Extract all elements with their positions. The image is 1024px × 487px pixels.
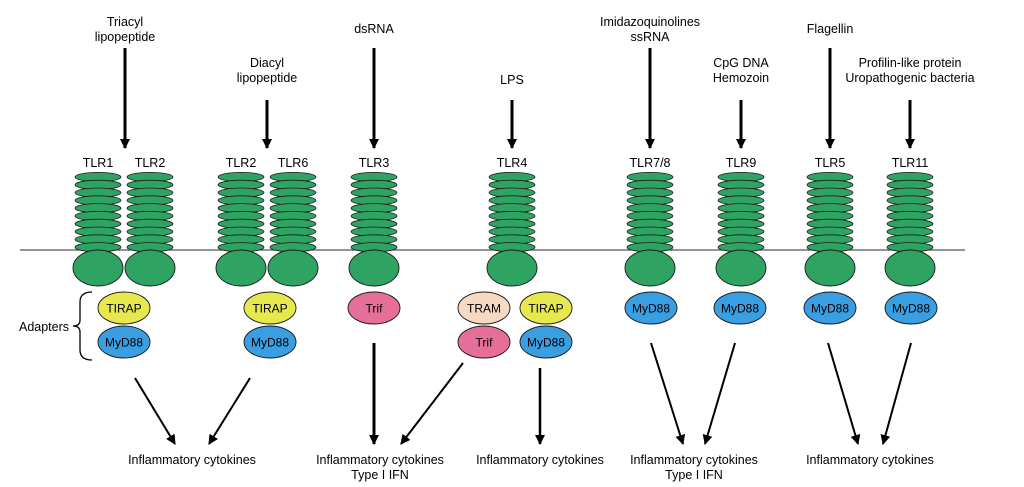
adapter-myd88-label: MyD88 <box>810 301 850 316</box>
adapter-trif-label: Trif <box>475 335 493 350</box>
adapters-bracket <box>73 292 92 360</box>
arrow-out-tlr26 <box>209 378 250 444</box>
receptor-tlr5 <box>805 172 855 286</box>
arrow-out-tlr78 <box>651 343 683 444</box>
adapter-myd88-label: MyD88 <box>104 335 144 350</box>
receptor-tir-domain <box>125 250 175 286</box>
adapter-myd88-label: MyD88 <box>250 335 290 350</box>
adapter-myd88 <box>714 292 766 324</box>
receptor-tlr2 <box>125 172 175 286</box>
ligand-dsrna: dsRNA <box>354 22 394 36</box>
ligand-profilin-line1: Profilin-like protein <box>858 56 962 70</box>
adapter-myd88 <box>520 326 572 358</box>
receptor-tlr4 <box>487 172 537 286</box>
receptor-group <box>73 172 935 286</box>
ligand-profilin-line2: Uropathogenic bacteria <box>845 71 975 85</box>
arrow-out-tlr9 <box>705 343 735 444</box>
ligand-cpg-line1: CpG DNA <box>713 56 769 70</box>
ligand-diacyl-line1: Diacyl <box>249 56 285 70</box>
receptor-tir-domain <box>349 250 399 286</box>
ligand-imidazo-line2: ssRNA <box>630 30 670 44</box>
receptor-tlr2 <box>216 172 266 286</box>
arrow-out-tlr12 <box>135 378 175 444</box>
output-g2-line2: Type I IFN <box>351 468 409 482</box>
receptor-tir-domain <box>73 250 123 286</box>
receptor-tlr11 <box>885 172 935 286</box>
receptor-tlr1 <box>73 172 123 286</box>
receptor-label-tlr6: TLR6 <box>277 156 309 170</box>
adapter-myd88-label: MyD88 <box>891 301 931 316</box>
adapter-myd88 <box>625 292 677 324</box>
receptor-label-tlr4: TLR4 <box>496 156 528 170</box>
receptor-label-tlr78: TLR7/8 <box>629 156 671 170</box>
adapter-myd88-label: MyD88 <box>631 301 671 316</box>
adapter-trif <box>458 326 510 358</box>
adapters-label: Adapters <box>18 320 70 334</box>
ligand-triacyl-line2: lipopeptide <box>94 30 156 44</box>
adapter-myd88 <box>885 292 937 324</box>
adapter-myd88 <box>804 292 856 324</box>
adapter-myd88-label: MyD88 <box>720 301 760 316</box>
output-g4-line2: Type I IFN <box>665 468 723 482</box>
ligand-cpg-line2: Hemozoin <box>712 71 770 85</box>
receptor-tir-domain <box>268 250 318 286</box>
receptor-tir-domain <box>885 250 935 286</box>
output-g5-line1: Inflammatory cytokines <box>806 453 934 467</box>
ligand-arrows <box>125 48 910 148</box>
receptor-tir-domain <box>487 250 537 286</box>
receptor-label-tlr2: TLR2 <box>134 156 166 170</box>
output-g3-line1: Inflammatory cytokines <box>476 453 604 467</box>
arrow-out-tlr5 <box>828 343 858 444</box>
receptor-label-tlr5: TLR5 <box>814 156 846 170</box>
receptor-tir-domain <box>625 250 675 286</box>
output-g4-line1: Inflammatory cytokines <box>630 453 758 467</box>
ligand-flagellin: Flagellin <box>806 22 854 36</box>
receptor-label-tlr2: TLR2 <box>225 156 257 170</box>
output-g2-line1: Inflammatory cytokines <box>316 453 444 467</box>
receptor-tir-domain <box>216 250 266 286</box>
adapter-tirap-label: TIRAP <box>252 301 288 316</box>
ligand-imidazo-line1: Imidazoquinolines <box>599 15 701 29</box>
adapter-tirap <box>98 292 150 324</box>
adapter-trif <box>348 292 400 324</box>
receptor-tir-domain <box>716 250 766 286</box>
adapter-myd88 <box>244 326 296 358</box>
ligand-lps: LPS <box>500 73 524 87</box>
adapter-tirap-label: TIRAP <box>528 301 564 316</box>
arrow-out-tlr11 <box>883 343 911 444</box>
receptor-tlr6 <box>268 172 318 286</box>
ligand-triacyl-line1: Triacyl <box>106 15 144 29</box>
output-arrows <box>135 343 911 444</box>
adapter-myd88-label: MyD88 <box>526 335 566 350</box>
receptor-tir-domain <box>805 250 855 286</box>
adapter-group <box>98 292 937 358</box>
ligand-diacyl-line2: lipopeptide <box>236 71 298 85</box>
adapter-tirap-label: TIRAP <box>106 301 142 316</box>
receptor-tlr9 <box>716 172 766 286</box>
receptor-tlr3 <box>349 172 399 286</box>
arrow-out-tlr4-trif <box>401 363 463 444</box>
adapter-tirap <box>244 292 296 324</box>
adapter-trif-label: Trif <box>365 301 383 316</box>
receptor-label-tlr9: TLR9 <box>725 156 757 170</box>
adapter-tirap <box>520 292 572 324</box>
adapter-tram-label: TRAM <box>467 301 501 316</box>
receptor-label-tlr3: TLR3 <box>358 156 390 170</box>
receptor-label-tlr1: TLR1 <box>82 156 114 170</box>
adapter-myd88 <box>98 326 150 358</box>
receptor-tlr78 <box>625 172 675 286</box>
adapter-tram <box>458 292 510 324</box>
receptor-label-tlr11: TLR11 <box>891 156 929 170</box>
output-g1-line1: Inflammatory cytokines <box>128 453 256 467</box>
